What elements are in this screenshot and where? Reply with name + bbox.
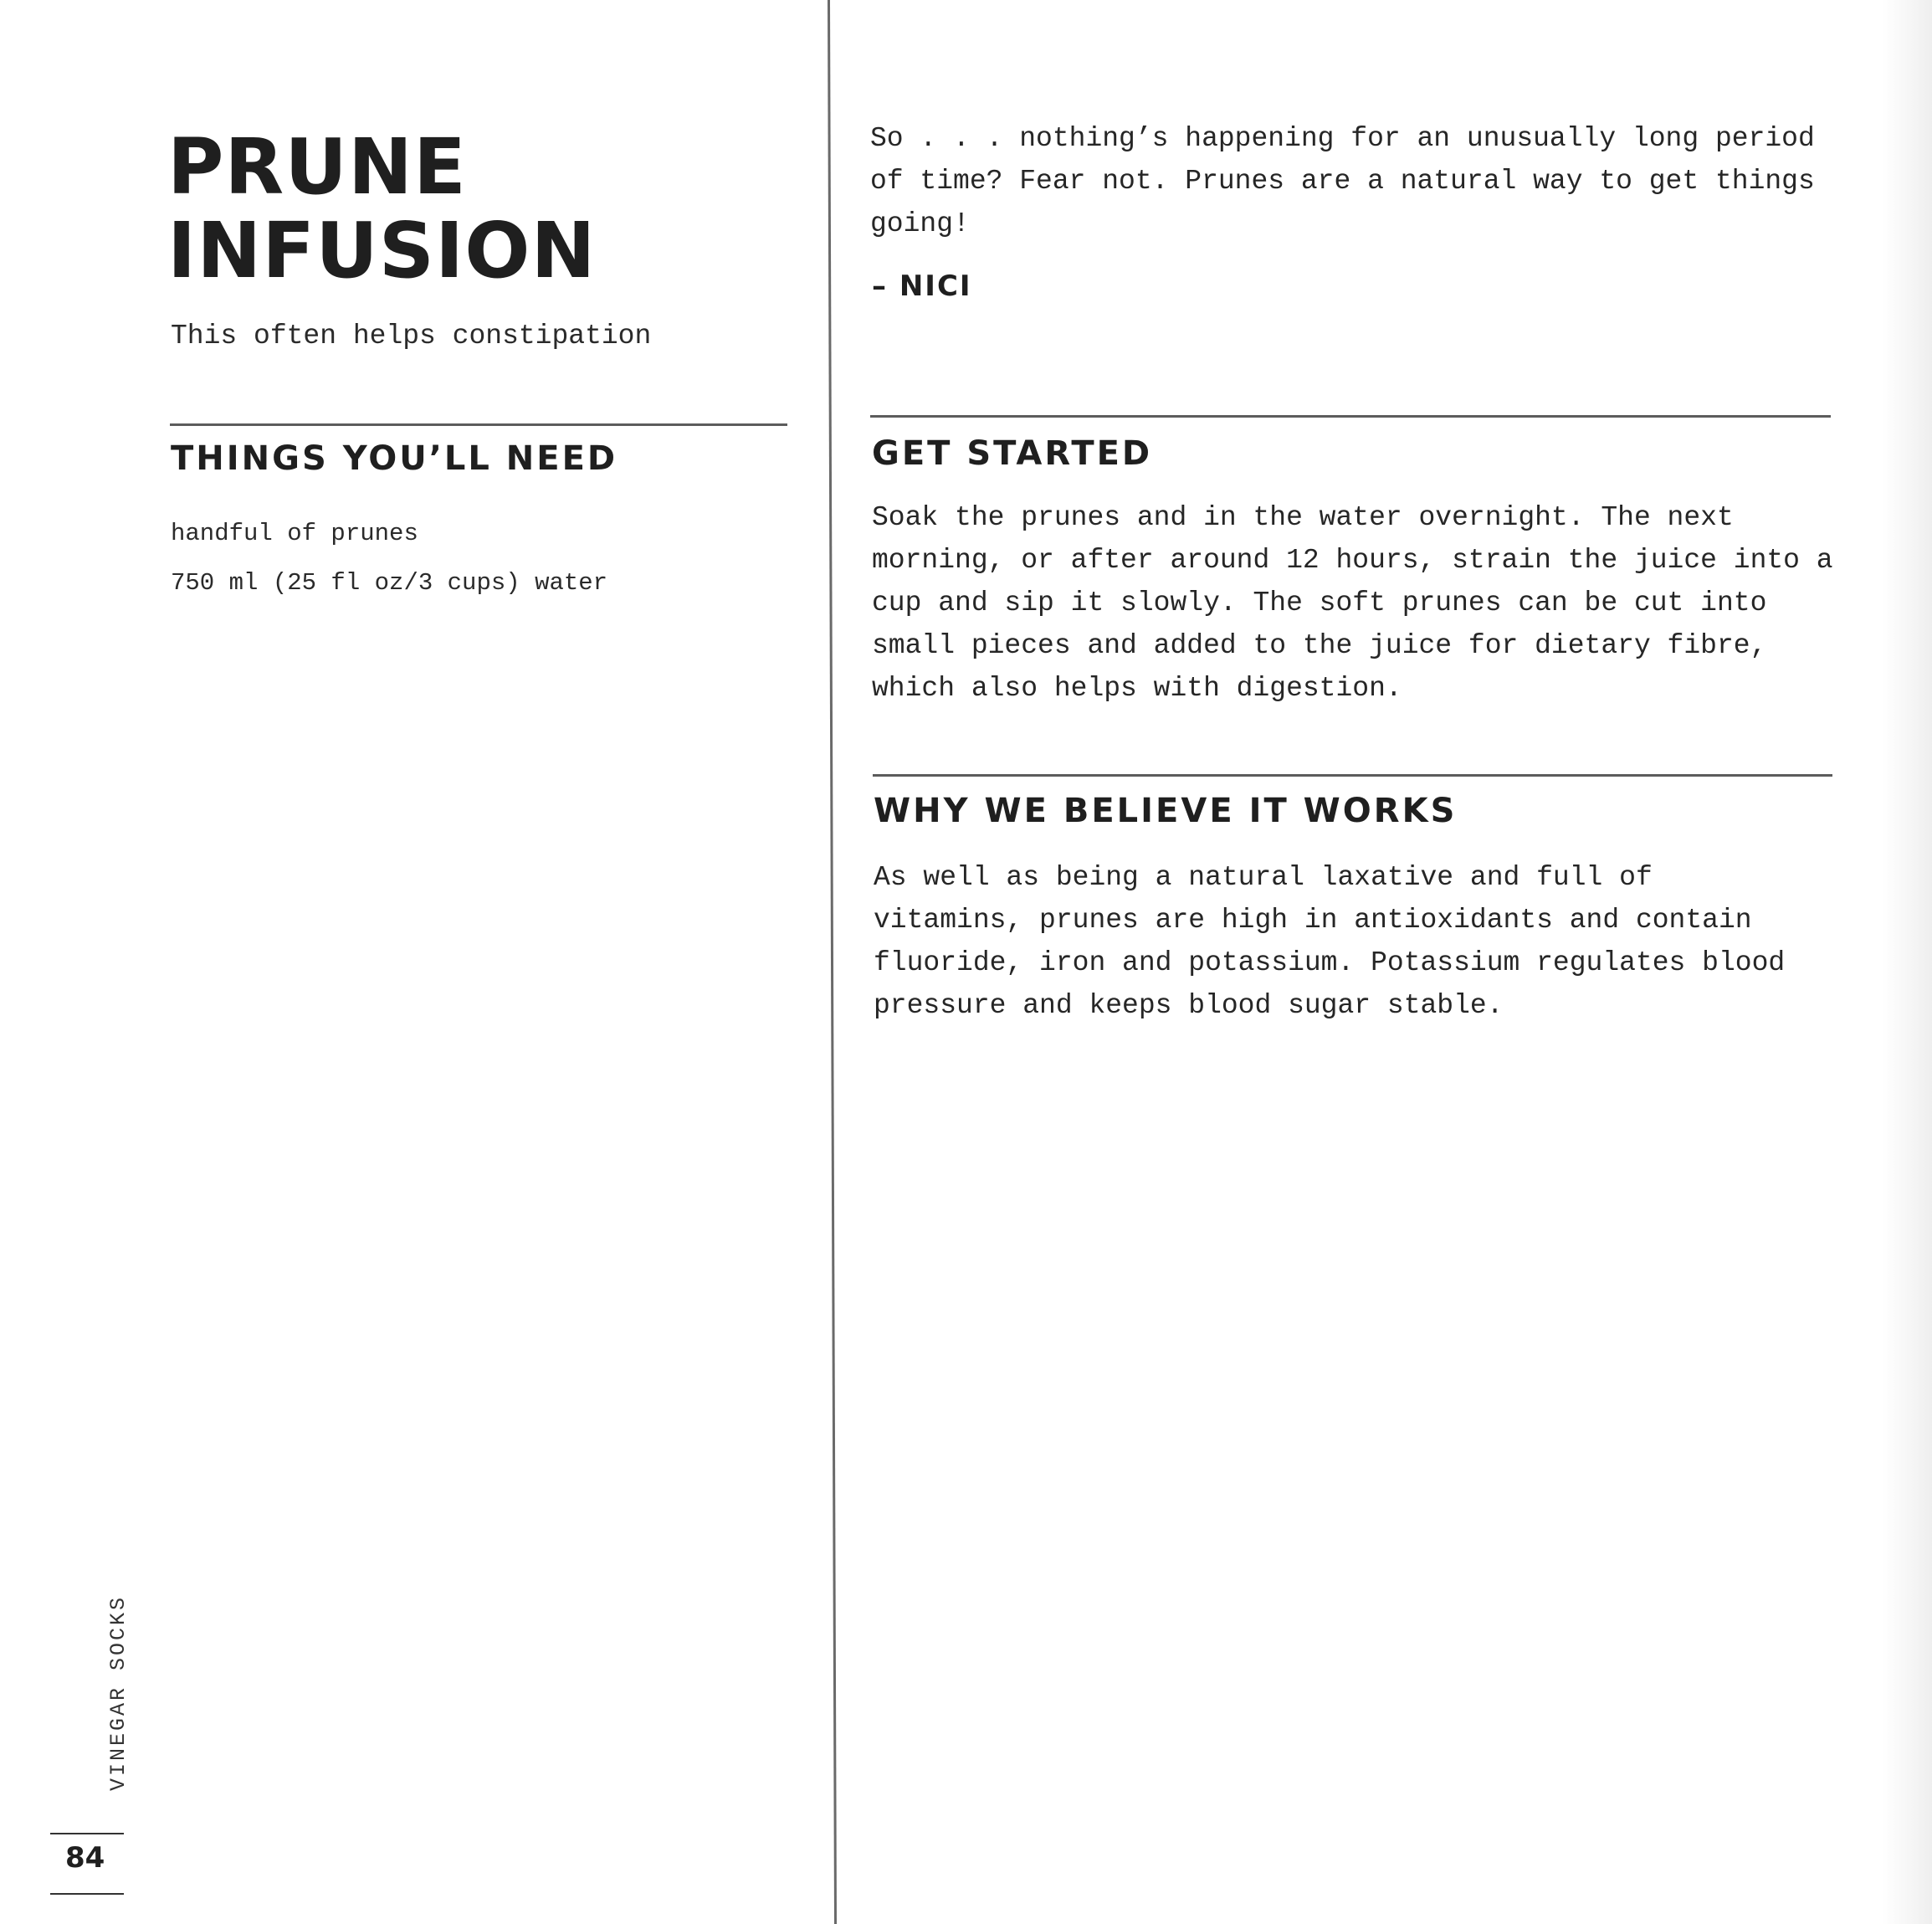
why-it-works-heading: WHY WE BELIEVE IT WORKS: [874, 792, 1458, 830]
folio-rule-bottom: [50, 1893, 124, 1895]
section-divider-why-it-works: [873, 774, 1832, 777]
why-it-works-text: As well as being a natural laxative and full of vitamins, prunes are high in antioxidants and contain fluoride, iron and potassium. Potassium regulates blood pressure and keeps blood sugar stable.: [874, 862, 1786, 1021]
intro-quote: So . . . nothing’s happening for an unusually long period of time? Fear not. Prunes are a natural way to get things going!: [870, 123, 1815, 239]
section-divider-get-started: [870, 415, 1831, 418]
ingredient-item: handful of prunes: [171, 520, 418, 547]
folio-rule-top: [50, 1833, 124, 1834]
section-divider-things-needed: [170, 423, 787, 426]
quote-attribution: – NICI: [872, 269, 972, 303]
running-head: VINEGAR SOCKS: [106, 1594, 131, 1791]
things-needed-heading: THINGS YOU’LL NEED: [171, 439, 618, 478]
page-edge-shadow: [1882, 0, 1932, 1924]
ingredient-list: [171, 509, 607, 608]
get-started-heading: GET STARTED: [872, 434, 1153, 473]
ingredient-item: 750 ml (25 fl oz/3 cups) water: [171, 569, 608, 597]
recipe-title: [167, 122, 597, 295]
title-line-2: INFUSION: [167, 206, 597, 295]
title-line-1: PRUNE: [167, 122, 467, 212]
recipe-subtitle: This often helps constipation: [171, 321, 652, 351]
page-number: 84: [65, 1841, 105, 1875]
get-started-text: Soak the prunes and in the water overnight. The next morning, or after around 12 hours, strain the juice into a cup and sip it slowly. The soft prunes can be cut into small pieces and added to the juice for dietary fibre, which also helps with digestion.: [872, 502, 1833, 704]
